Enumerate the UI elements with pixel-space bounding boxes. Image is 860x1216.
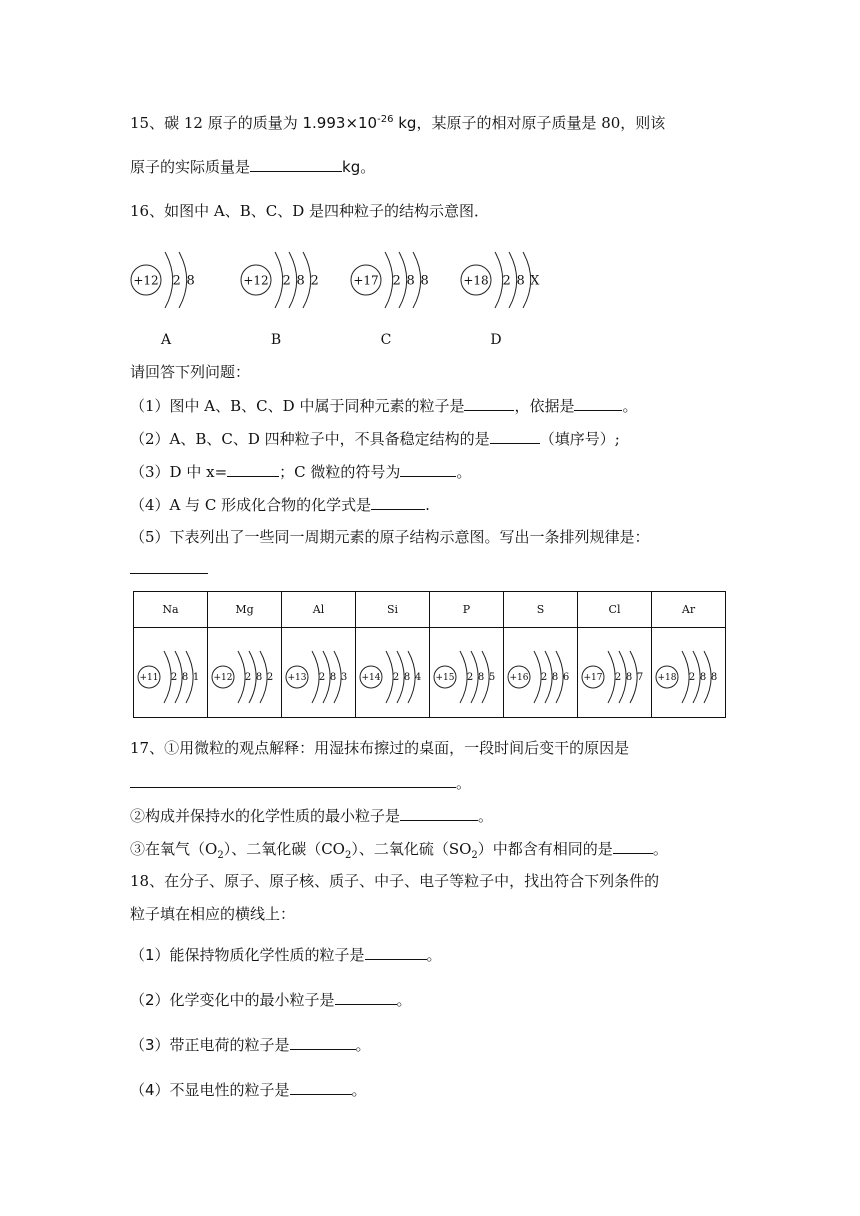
q16-sub4-text-b: .	[425, 496, 430, 514]
q16-sub1	[130, 395, 637, 416]
q16-sub3-text-a: （3）D 中 x=	[130, 463, 228, 481]
shell-electron-count: 8	[516, 273, 525, 289]
shell-electron-count: 8	[186, 273, 195, 289]
shell-electron-count: 5	[488, 672, 495, 684]
nucleus-charge: +18	[657, 673, 676, 684]
q18-sub3-blank[interactable]	[290, 1034, 356, 1050]
q16-sub1-blank-2[interactable]	[574, 395, 622, 411]
q17-part2	[130, 805, 493, 826]
particle-diagram	[241, 252, 319, 348]
q18-sub4-text-a: （4）不显电性的粒子是	[130, 1081, 290, 1099]
q17-so2-subscript: 2	[471, 850, 478, 861]
electron-shell-arc	[275, 252, 283, 308]
q15-mass-mantissa: 1.993×10	[302, 114, 378, 132]
particle-diagram	[461, 252, 540, 348]
q17-part3-text-c: ）、二氧化硫（SO	[351, 840, 472, 858]
q16-sub5-blank[interactable]	[130, 558, 208, 574]
q16-sub5: （5）下表列出了一些同一周期元素的原子结构示意图。写出一条排列规律是：	[130, 528, 650, 546]
q18-sub3-text-b: 。	[355, 1036, 371, 1054]
particle-label: B	[270, 332, 282, 348]
q17-part3-text-e: 。	[652, 840, 668, 858]
q16-prompt: 请回答下列问题：	[130, 363, 251, 381]
q18-sub2-text-a: （2）化学变化中的最小粒子是	[130, 991, 335, 1009]
element-structure-diagram	[209, 631, 281, 711]
element-structure-diagram	[653, 631, 725, 711]
q18-sub3-text-a: （3）带正电荷的粒子是	[130, 1036, 290, 1054]
nucleus-charge: +12	[133, 273, 159, 288]
q17-part1-text: ①用微粒的观点解释：用湿抹布擦过的桌面，一段时间后变干的原因是	[164, 739, 630, 757]
q17-part1-answer	[130, 772, 471, 793]
q18-intro2: 粒子填在相应的横线上：	[130, 905, 296, 923]
shell-electron-count: 8	[477, 672, 484, 684]
q18-sub2-blank[interactable]	[335, 989, 397, 1005]
shell-electron-count: 8	[181, 672, 188, 684]
q16-sub2-text-a: （2）A、B、C、D 四种粒子中，不具备稳定结构的是	[130, 430, 490, 448]
q16-sub4	[130, 494, 430, 515]
nucleus-charge: +18	[463, 273, 489, 288]
q17-number: 17、	[130, 739, 165, 757]
q16-sub2	[130, 428, 620, 449]
element-symbol-cell: P	[430, 592, 504, 628]
q15-answer-blank[interactable]	[250, 156, 342, 172]
q16-sub3	[130, 461, 471, 482]
q16-number: 16、	[130, 202, 165, 220]
element-symbol-cell: Ar	[652, 592, 726, 628]
q17-part1	[130, 738, 629, 758]
shell-electron-count: 2	[310, 273, 319, 289]
q15-text-a: 碳 12 原子的质量为	[164, 114, 303, 132]
shell-electron-count: 4	[414, 672, 421, 684]
shell-electron-count: 8	[625, 672, 632, 684]
q16-sub3-blank-1[interactable]	[227, 461, 279, 477]
element-diagram-cell	[430, 628, 504, 718]
q16-sub3-text-c: 。	[456, 463, 472, 481]
q15-mass-exponent: -26	[377, 114, 394, 125]
q17-part2-text-a: ②构成并保持水的化学性质的最小粒子是	[130, 807, 401, 825]
q15-line2-text: 原子的实际质量是	[130, 158, 251, 176]
q16-sub1-text-c: 。	[622, 397, 638, 415]
q18-intro1-text: 在分子、原子、原子核、质子、中子、电子等粒子中，找出符合下列条件的	[164, 872, 660, 890]
q16-sub1-blank-1[interactable]	[464, 395, 514, 411]
nucleus-charge: +13	[287, 673, 306, 684]
q18-sub4	[130, 1079, 367, 1100]
shell-electron-count: 8	[699, 672, 706, 684]
element-structure-diagram	[505, 631, 577, 711]
shell-electron-count: 6	[562, 672, 569, 684]
nucleus-charge: +14	[361, 673, 380, 684]
shell-electron-count: 8	[420, 273, 429, 289]
period-table-diagram-row	[134, 628, 726, 718]
q16-sub2-text-b: （填序号）;	[539, 430, 620, 448]
element-diagram-cell	[282, 628, 356, 718]
nucleus-charge: +17	[583, 673, 602, 684]
q17-part3	[130, 838, 668, 866]
element-diagram-cell	[208, 628, 282, 718]
element-symbol-cell: S	[504, 592, 578, 628]
q17-part3-text-a: ③在氧气（O	[130, 840, 218, 858]
shell-electron-count: 1	[192, 672, 199, 684]
q15-line2	[130, 156, 375, 177]
element-structure-diagram	[283, 631, 355, 711]
period-table-header-row	[134, 592, 726, 628]
q18-sub2	[130, 989, 412, 1010]
shell-electron-count: 8	[255, 672, 262, 684]
nucleus-charge: +11	[139, 673, 158, 684]
shell-electron-count: X	[530, 273, 540, 289]
shell-electron-count: 2	[392, 273, 401, 289]
element-diagram-cell	[134, 628, 208, 718]
element-diagram-cell	[652, 628, 726, 718]
q18-sub1	[130, 944, 442, 965]
element-structure-diagram	[431, 631, 503, 711]
shell-electron-count: 2	[170, 672, 177, 684]
shell-electron-count: 8	[551, 672, 558, 684]
nucleus-charge: +15	[435, 673, 454, 684]
q18-intro1	[130, 871, 659, 891]
q17-co2-subscript: 2	[344, 850, 352, 861]
q15-mass	[303, 114, 417, 132]
shell-electron-count: 2	[614, 672, 621, 684]
shell-electron-count: 8	[406, 273, 415, 289]
q15-unit: kg	[393, 114, 417, 132]
element-symbol-cell: Na	[134, 592, 208, 628]
shell-electron-count: 2	[392, 672, 399, 684]
particle-label: A	[160, 332, 172, 348]
element-diagram-cell	[356, 628, 430, 718]
q16-sub3-blank-2[interactable]	[400, 461, 456, 477]
shell-electron-count: 2	[266, 672, 273, 684]
q15-line1	[130, 110, 665, 133]
q17-part3-text-b: ）、二氧化碳（CO	[223, 840, 345, 858]
q18-sub3	[130, 1034, 371, 1055]
shell-electron-count: 2	[172, 273, 181, 289]
shell-electron-count: 2	[282, 273, 291, 289]
shell-electron-count: 2	[244, 672, 251, 684]
q18-sub2-text-b: 。	[396, 991, 412, 1009]
shell-electron-count: 2	[540, 672, 547, 684]
shell-electron-count: 8	[403, 672, 410, 684]
shell-electron-count: 8	[329, 672, 336, 684]
nucleus-charge: +17	[353, 273, 379, 288]
nucleus-charge: +12	[213, 673, 232, 684]
q16-sub5-answer	[130, 558, 208, 579]
q16-structure-figure	[120, 225, 560, 350]
element-structure-diagram	[579, 631, 651, 711]
shell-electron-count: 2	[318, 672, 325, 684]
q17-part3-blank[interactable]	[613, 838, 653, 854]
q16-sub2-blank[interactable]	[490, 428, 540, 444]
q17-part1-end: 。	[456, 774, 472, 792]
electron-shell-arc	[385, 252, 393, 308]
q16-sub1-text-b: ，依据是	[514, 397, 575, 415]
element-structure-diagram	[357, 631, 429, 711]
nucleus-charge: +12	[243, 273, 269, 288]
particle-label: D	[490, 332, 502, 348]
q18-sub1-blank[interactable]	[365, 944, 427, 960]
element-diagram-cell	[578, 628, 652, 718]
q17-part2-text-b: 。	[478, 807, 494, 825]
q15-number: 15、	[130, 114, 165, 132]
q16-sub1-text-a: （1）图中 A、B、C、D 中属于同种元素的粒子是	[130, 397, 465, 415]
q16-sub4-text-a: （4）A 与 C 形成化合物的化学式是	[130, 496, 372, 514]
q16-sub4-blank[interactable]	[371, 494, 425, 510]
q18-sub1-text-b: 。	[426, 946, 442, 964]
element-symbol-cell: Al	[282, 592, 356, 628]
element-symbol-cell: Si	[356, 592, 430, 628]
electron-shell-arc	[495, 252, 503, 308]
q16-intro-text: 如图中 A、B、C、D 是四种粒子的结构示意图．	[164, 202, 489, 220]
q17-part1-blank[interactable]	[130, 772, 456, 788]
particle-diagram	[131, 252, 195, 348]
nucleus-charge: +16	[509, 673, 528, 684]
shell-electron-count: 8	[710, 672, 717, 684]
particle-label: C	[380, 332, 392, 348]
period-table	[133, 591, 726, 718]
q18-sub1-text-a: （1）能保持物质化学性质的粒子是	[130, 946, 365, 964]
shell-electron-count: 8	[296, 273, 305, 289]
shell-electron-count: 2	[502, 273, 511, 289]
q15-text-b: ，某原子的相对原子质量是 80，则该	[416, 114, 666, 132]
shell-electron-count: 7	[636, 672, 643, 684]
electron-shell-arc	[165, 252, 173, 308]
q17-o2-subscript: 2	[217, 850, 224, 861]
element-structure-diagram	[135, 631, 207, 711]
element-diagram-cell	[504, 628, 578, 718]
element-symbol-cell: Mg	[208, 592, 282, 628]
q18-sub4-blank[interactable]	[290, 1079, 352, 1095]
q15-line2-unit: kg。	[342, 158, 376, 176]
shell-electron-count: 2	[466, 672, 473, 684]
element-symbol-cell: Cl	[578, 592, 652, 628]
particle-diagram	[351, 252, 429, 348]
q16-intro	[130, 201, 489, 221]
shell-electron-count: 2	[688, 672, 695, 684]
shell-electron-count: 3	[340, 672, 347, 684]
q17-part2-blank[interactable]	[400, 805, 478, 821]
q18-sub4-text-b: 。	[351, 1081, 367, 1099]
q17-part3-text-d: ）中都含有相同的是	[477, 840, 613, 858]
q16-sub3-text-b: ；C 微粒的符号为	[279, 463, 401, 481]
q18-number: 18、	[130, 872, 165, 890]
